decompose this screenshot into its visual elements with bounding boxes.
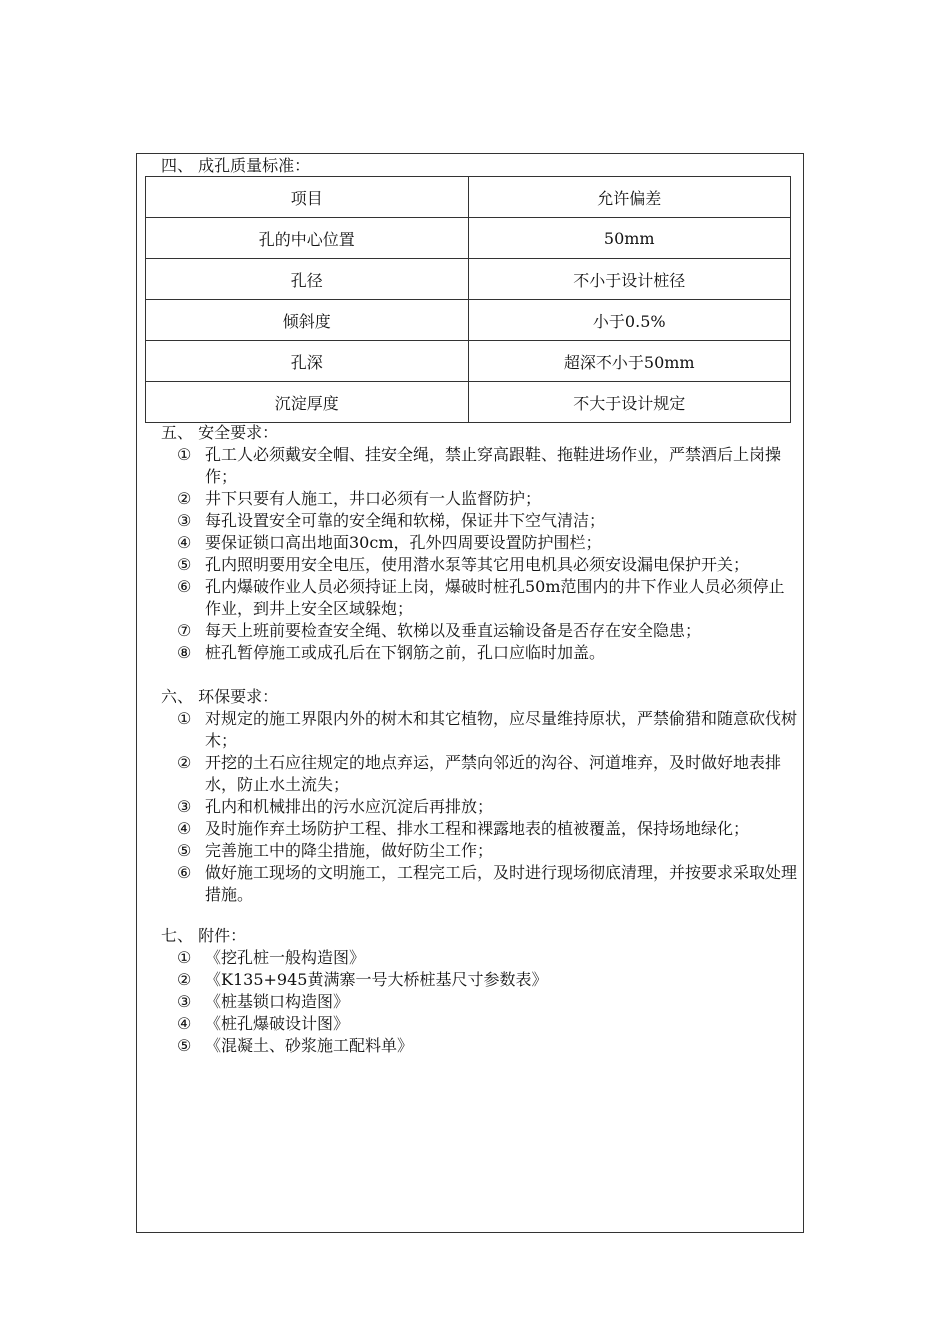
list-item	[177, 1013, 799, 1035]
list-item	[177, 708, 799, 752]
item-number: ④	[177, 1014, 192, 1033]
header-cell: 允许偏差	[468, 177, 791, 218]
item-text: 井下只要有人施工，井口必须有一人监督防护；	[205, 489, 542, 508]
item-text: 《K135+945黄满寨一号大桥桩基尺寸参数表》	[205, 970, 548, 989]
item-number: ③	[177, 511, 192, 530]
item-text: 孔内照明要用安全电压，使用潜水泵等其它用电机具必须安设漏电保护开关；	[205, 555, 750, 574]
list-item	[177, 532, 799, 554]
table-row	[146, 259, 791, 300]
item-text: 《桩基锁口构造图》	[205, 992, 350, 1011]
attachments-list	[177, 947, 799, 1057]
table-cell: 孔的中心位置	[146, 218, 469, 259]
table-cell: 不大于设计规定	[468, 382, 791, 423]
item-number: ③	[177, 992, 192, 1011]
item-text: 及时施作弃土场防护工程、排水工程和裸露地表的植被覆盖，保持场地绿化；	[205, 819, 750, 838]
table-row	[146, 218, 791, 259]
quality-standard-table	[145, 176, 791, 423]
list-item	[177, 488, 799, 510]
table-cell: 倾斜度	[146, 300, 469, 341]
section5-title: 五、 安全要求：	[161, 423, 279, 442]
item-number: ③	[177, 797, 192, 816]
section4-title: 四、 成孔质量标准：	[161, 156, 311, 175]
item-text: 完善施工中的降尘措施，做好防尘工作；	[205, 841, 494, 860]
item-text: 《挖孔桩一般构造图》	[205, 948, 366, 967]
document-frame	[136, 153, 804, 1233]
header-cell: 项目	[146, 177, 469, 218]
list-item	[177, 862, 799, 906]
item-text: 要保证锁口高出地面30cm，孔外四周要设置防护围栏；	[205, 533, 602, 552]
table-cell: 孔径	[146, 259, 469, 300]
item-number: ⑦	[177, 621, 192, 640]
item-number: ②	[177, 489, 192, 508]
list-item	[177, 510, 799, 532]
section7-title: 七、 附件：	[161, 926, 247, 945]
list-item	[177, 1035, 799, 1057]
list-item	[177, 991, 799, 1013]
item-number: ⑧	[177, 643, 192, 662]
item-text: 孔工人必须戴安全帽、挂安全绳，禁止穿高跟鞋、拖鞋进场作业，严禁酒后上岗操作；	[205, 445, 782, 486]
list-item	[177, 752, 799, 796]
list-item	[177, 840, 799, 862]
item-text: 开挖的土石应往规定的地点弃运，严禁向邻近的沟谷、河道堆弃，及时做好地表排水，防止水土流失；	[205, 753, 782, 794]
table-row	[146, 382, 791, 423]
table-row	[146, 341, 791, 382]
item-number: ②	[177, 970, 192, 989]
item-text: 孔内爆破作业人员必须持证上岗，爆破时桩孔50m范围内的井下作业人员必须停止作业，到井上安全区域躲炮；	[205, 577, 785, 618]
table-cell: 超深不小于50mm	[468, 341, 791, 382]
item-text: 做好施工现场的文明施工，工程完工后，及时进行现场彻底清理，并按要求采取处理措施。	[205, 863, 798, 904]
item-number: ⑥	[177, 863, 192, 882]
item-number: ⑥	[177, 577, 192, 596]
item-text: 孔内和机械排出的污水应沉淀后再排放；	[205, 797, 494, 816]
item-number: ①	[177, 445, 192, 464]
item-number: ⑤	[177, 841, 192, 860]
environmental-requirements-list	[177, 708, 799, 906]
item-number: ⑤	[177, 555, 192, 574]
list-item	[177, 444, 799, 488]
list-item	[177, 947, 799, 969]
item-number: ④	[177, 819, 192, 838]
item-text: 每孔设置安全可靠的安全绳和软梯，保证井下空气清洁；	[205, 511, 606, 530]
table-cell: 50mm	[468, 218, 791, 259]
list-item	[177, 642, 799, 664]
table-cell: 孔深	[146, 341, 469, 382]
table-cell: 不小于设计桩径	[468, 259, 791, 300]
item-number: ①	[177, 948, 192, 967]
item-text: 《桩孔爆破设计图》	[205, 1014, 350, 1033]
item-number: ⑤	[177, 1036, 192, 1055]
item-text: 对规定的施工界限内外的树木和其它植物，应尽量维持原状，严禁偷猎和随意砍伐树木；	[205, 709, 798, 750]
list-item	[177, 969, 799, 991]
table-cell: 沉淀厚度	[146, 382, 469, 423]
safety-requirements-list	[177, 444, 799, 664]
item-number: ④	[177, 533, 192, 552]
item-text: 桩孔暂停施工或成孔后在下钢筋之前，孔口应临时加盖。	[205, 643, 606, 662]
table-header-row	[146, 177, 791, 218]
item-number: ①	[177, 709, 192, 728]
item-text: 《混凝土、砂浆施工配料单》	[205, 1036, 414, 1055]
list-item	[177, 620, 799, 642]
list-item	[177, 576, 799, 620]
table-row	[146, 300, 791, 341]
section6-title: 六、 环保要求：	[161, 687, 279, 706]
list-item	[177, 554, 799, 576]
list-item	[177, 818, 799, 840]
list-item	[177, 796, 799, 818]
table-cell: 小于0.5%	[468, 300, 791, 341]
item-number: ②	[177, 753, 192, 772]
item-text: 每天上班前要检查安全绳、软梯以及垂直运输设备是否存在安全隐患；	[205, 621, 702, 640]
